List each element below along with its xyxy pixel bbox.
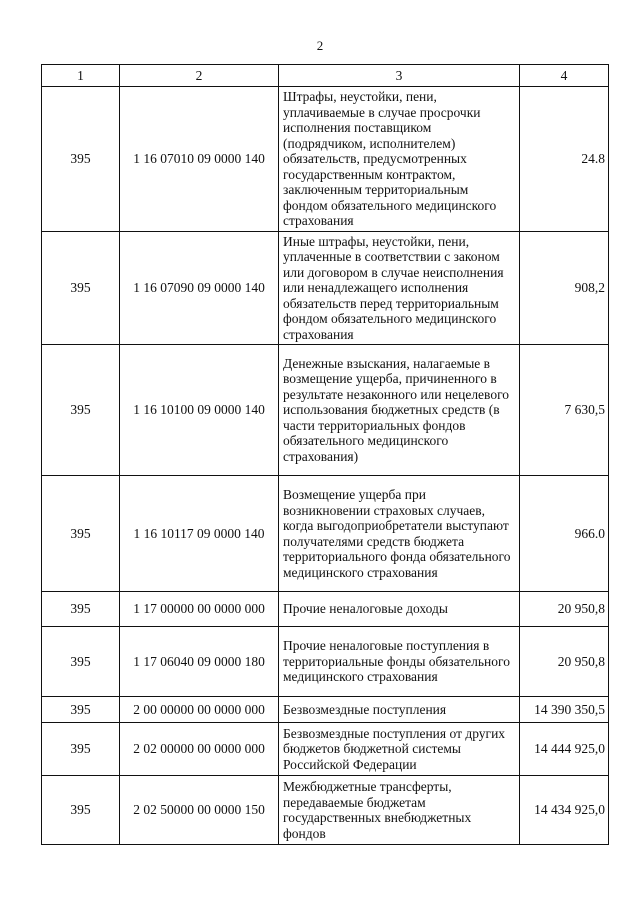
budget-classification-code-cell: 1 16 10100 09 0000 140: [120, 345, 279, 476]
admin-code-cell: 395: [42, 476, 120, 592]
column-header: 2: [120, 65, 279, 87]
income-name-cell: Иные штрафы, неустойки, пени, уплаченные в соответствии с законом или договором в случае неисполнения или ненадлежащего исполнения обязательств перед территориальным фондом обязательного медицинского страхования: [279, 232, 520, 345]
table-row: [42, 776, 609, 845]
amount-cell: 24.8: [520, 87, 609, 232]
budget-table: [41, 64, 609, 845]
table-row: [42, 87, 609, 232]
income-name-cell: Межбюджетные трансферты, передаваемые бюджетам государственных внебюджетных фондов: [279, 776, 520, 845]
budget-classification-code-cell: 2 02 00000 00 0000 000: [120, 723, 279, 776]
table-row: [42, 476, 609, 592]
table-row: [42, 723, 609, 776]
table-row: [42, 627, 609, 697]
column-header: 3: [279, 65, 520, 87]
admin-code-cell: 395: [42, 592, 120, 627]
budget-classification-code-cell: 2 02 50000 00 0000 150: [120, 776, 279, 845]
column-header: 4: [520, 65, 609, 87]
amount-cell: 20 950,8: [520, 592, 609, 627]
budget-classification-code-cell: 2 00 00000 00 0000 000: [120, 697, 279, 723]
income-name-cell: Денежные взыскания, налагаемые в возмещение ущерба, причиненного в результате незаконного или нецелевого использования бюджетных средств (в части территориальных фондов обязательного медицинского страхования): [279, 345, 520, 476]
income-name-cell: Прочие неналоговые поступления в территориальные фонды обязательного медицинского страхования: [279, 627, 520, 697]
admin-code-cell: 395: [42, 345, 120, 476]
table-row: [42, 232, 609, 345]
table-header-row: [42, 65, 609, 87]
budget-classification-code-cell: 1 16 07010 09 0000 140: [120, 87, 279, 232]
budget-classification-code-cell: 1 17 00000 00 0000 000: [120, 592, 279, 627]
table-row: [42, 697, 609, 723]
amount-cell: 14 390 350,5: [520, 697, 609, 723]
budget-classification-code-cell: 1 16 10117 09 0000 140: [120, 476, 279, 592]
income-name-cell: Возмещение ущерба при возникновении страховых случаев, когда выгодоприобретатели выступают получателями средств бюджета территориального фонда обязательного медицинского страхования: [279, 476, 520, 592]
amount-cell: 20 950,8: [520, 627, 609, 697]
income-name-cell: Прочие неналоговые доходы: [279, 592, 520, 627]
admin-code-cell: 395: [42, 627, 120, 697]
amount-cell: 908,2: [520, 232, 609, 345]
admin-code-cell: 395: [42, 776, 120, 845]
admin-code-cell: 395: [42, 723, 120, 776]
amount-cell: 14 434 925,0: [520, 776, 609, 845]
income-name-cell: Безвозмездные поступления от других бюджетов бюджетной системы Российской Федерации: [279, 723, 520, 776]
admin-code-cell: 395: [42, 232, 120, 345]
page-number: 2: [316, 38, 324, 53]
admin-code-cell: 395: [42, 87, 120, 232]
table-row: [42, 592, 609, 627]
table-row: [42, 345, 609, 476]
budget-classification-code-cell: 1 16 07090 09 0000 140: [120, 232, 279, 345]
amount-cell: 7 630,5: [520, 345, 609, 476]
income-name-cell: Штрафы, неустойки, пени, уплачиваемые в случае просрочки исполнения поставщиком (подрядчиком, исполнителем) обязательств, предусмотренных государственным контрактом, заключенным территориальным фондом обязательного медицинского страхования: [279, 87, 520, 232]
amount-cell: 14 444 925,0: [520, 723, 609, 776]
amount-cell: 966.0: [520, 476, 609, 592]
budget-classification-code-cell: 1 17 06040 09 0000 180: [120, 627, 279, 697]
income-name-cell: Безвозмездные поступления: [279, 697, 520, 723]
admin-code-cell: 395: [42, 697, 120, 723]
column-header: 1: [42, 65, 120, 87]
